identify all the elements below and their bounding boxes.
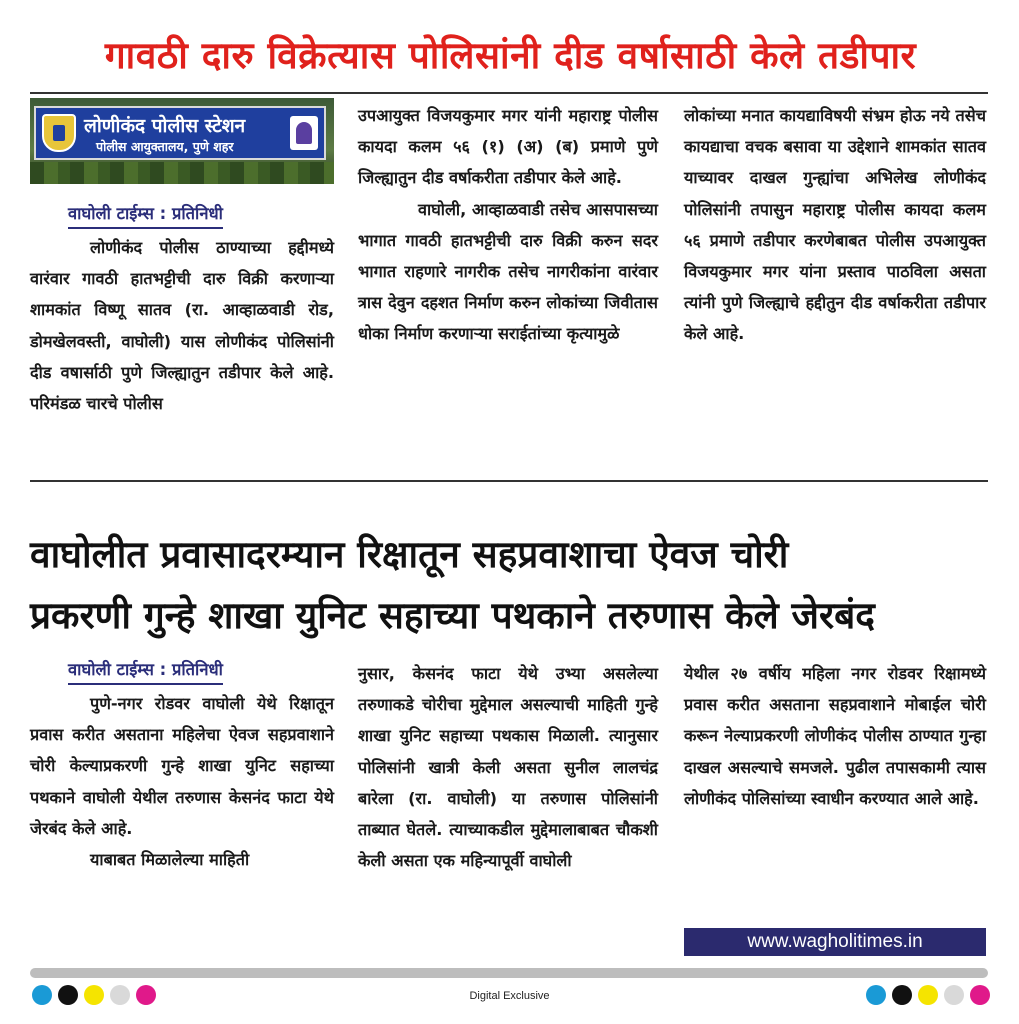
article1-col2-para1: उपआयुक्त विजयकुमार मगर यांनी महाराष्ट्र पोलीस कायदा कलम ५६ (१) (अ) (ब) प्रमाणे पुणे जिल्ह्यातुन दीड वर्षाकरीता तडीपार केले आहे. [358,106,658,188]
commissionerate-logo-icon [290,116,318,150]
article1-headline: गावठी दारु विक्रेत्यास पोलिसांनी दीड वर्षासाठी केले तडीपार [104,34,917,77]
article1-col1-text: लोणीकंद पोलीस ठाण्याच्या हद्दीमध्ये वारंवार गावठी हातभट्टीची दारु विक्री करणाऱ्या शामकांत विष्णू सातव (रा. आव्हाळवाडी रोड, डोमखेलवस्ती, वाघोली) यास लोणीकंद पोलिसांनी दीड वषार्साठी पुणे जिल्ह्यातुन तडीपार केले आहे. परिमंडळ चारचे पोलीस [30,238,335,414]
article1-column3 [684,100,986,350]
article2-headline-line1: वाघोलीत प्रवासादरम्यान रिक्षातून सहप्रवाशाचा ऐवज चोरी [30,533,789,576]
sign-title: लोणीकंद पोलीस स्टेशन [84,115,246,137]
article2-col2-text: नुसार, केसनंद फाटा येथे उभ्या असलेल्या तरुणाकडे चोरीचा मुद्देमाल असल्याची माहिती गुन्हे शाखा युनिट सहाच्या पथकास मिळाली. त्यानुसार पोलिसांनी खात्री केली असता सुनील लालचंद्र बारेला (रा. वाघोली) या तरुणास पोलिसांनी ताब्यात घेतले. त्याच्याकडील मुद्देमालाबाबत चौकशी केली असता एक महिन्यापूर्वी वाघोली [358,664,658,871]
article2-column1 [30,688,334,875]
foliage [30,162,334,184]
police-station-sign [34,106,326,160]
footer-label: Digital Exclusive [469,990,550,1002]
yellow-dot-icon [918,985,938,1005]
article2-col1-para1: पुणे-नगर रोडवर वाघोली येथे रिक्षातून प्रवास करीत असताना महिलेचा ऐवज सहप्रवाशाने चोरी केल्याप्रकरणी गुन्हे शाखा युनिट सहाच्या पथकाने वाघोली येथील तरुणास केसनंद फाटा येथे जेरबंद केले आहे. [30,694,334,838]
top-divider [30,92,988,94]
article2-col3-text: येथील २७ वर्षीय महिला नगर रोडवर रिक्षामध्ये प्रवास करीत असताना सहप्रवाशाने मोबाईल चोरी करून नेल्याप्रकरणी लोणीकंद पोलीस ठाण्यात गुन्हा दाखल असल्याचे समजले. पुढील तपासकामी त्यास लोणीकंद पोलिसांच्या स्वाधीन करण्यात आले आहे. [684,664,986,808]
footer-bar [30,968,988,978]
article2-byline-wrap [68,658,223,685]
article1-byline: वाघोली टाईम्स : प्रतिनिधी [68,202,223,229]
article2-byline: वाघोली टाईम्स : प्रतिनिधी [68,658,223,685]
magenta-dot-icon [970,985,990,1005]
black-dot-icon [892,985,912,1005]
article2-col1-para2: याबाबत मिळालेल्या माहिती [90,850,250,870]
article2-headline-line2: प्रकरणी गुन्हे शाखा युनिट सहाच्या पथकाने तरुणास केले जेरबंद [30,594,875,637]
registration-marks-right [866,985,990,1005]
section-divider [30,480,988,482]
sign-subtitle: पोलीस आयुक्तालय, पुणे शहर [96,139,234,154]
article2-column2 [358,658,658,876]
article1-col3-text: लोकांच्या मनात कायद्याविषयी संभ्रम होऊ नये तसेच कायद्याचा वचक बसावा या उद्देशाने शामकांत सातव याच्यावर दाखल गुन्ह्यांचा अभिलेख लोणीकंद पोलिसांनी तपासुन महाराष्ट्र पोलीस कायदा कलम ५६ प्रमाणे तडीपार करणेबाबत पोलीस उपआयुक्त विजयकुमार मगर यांना प्रस्ताव पाठविला असता त्यांनी पुणे जिल्ह्याचे हद्दीतुन दीड वर्षाकरीता तडीपार केले आहे. [684,106,986,344]
police-emblem-icon [42,114,76,152]
article1-byline-wrap [68,202,223,229]
article1-column2 [358,100,658,350]
cyan-dot-icon [866,985,886,1005]
police-station-photo [30,98,334,184]
website-banner[interactable]: www.wagholitimes.in [684,928,986,956]
grey-dot-icon [944,985,964,1005]
article1-column1 [30,232,334,419]
article2-column3 [684,658,986,814]
article1-col2-para2: वाघोली, आव्हाळवाडी तसेच आसपासच्या भागात गावठी हातभट्टीची दारु विक्री करुन सदर भागात राहणारे नागरीक तसेच नागरीकांना वारंवार त्रास देवुन दहशत निर्माण करुन लोकांच्या जिवीतास धोका निर्माण करणाऱ्या सराईतांच्या कृत्यामुळे [358,199,658,344]
